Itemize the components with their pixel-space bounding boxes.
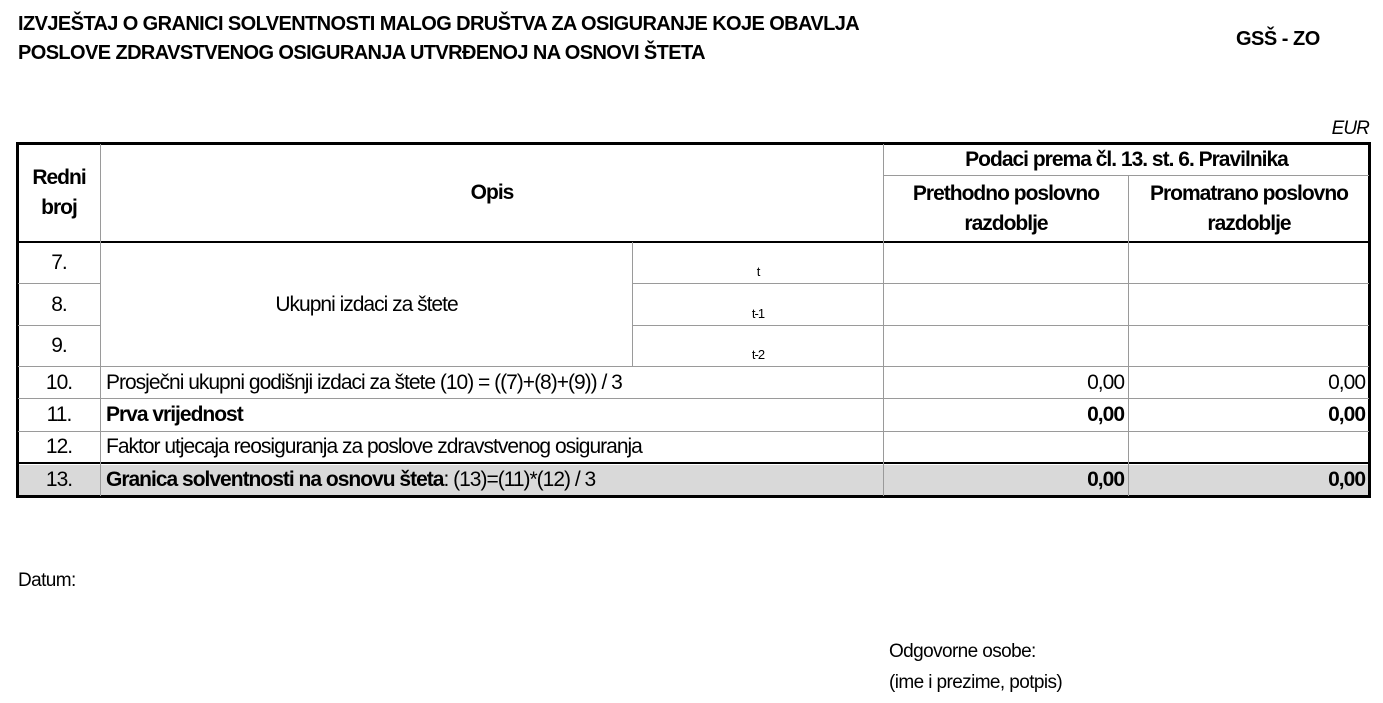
header-opis: Opis [470,180,514,204]
merged-label-ukupni-izdaci: Ukupni izdaci za štete [275,292,458,316]
report-title [18,10,859,68]
row-number: 7. [51,251,67,274]
header-promatrano: Promatrano poslovno razdoblje [1149,181,1349,235]
header-redni-broj: Redni broj [32,165,86,219]
period-label: t-2 [751,347,765,362]
responsible-hint: (ime i prezime, potpis) [889,672,1063,693]
prev-value-cell[interactable] [884,432,1128,462]
prev-value-cell[interactable] [884,326,1128,366]
prev-value-cell[interactable] [884,284,1128,325]
prev-value-cell: 0,00 [1087,467,1124,491]
curr-value-cell: 0,00 [1328,370,1365,394]
row-number: 8. [51,292,67,316]
curr-value-cell[interactable] [1129,432,1369,462]
row-number: 11. [46,403,72,426]
form-code: GSŠ - ZO [1236,28,1320,50]
curr-value-cell[interactable] [1129,326,1369,366]
title-line-1: IZVJEŠTAJ O GRANICI SOLVENTNOSTI MALOG DRUŠTVA ZA OSIGURANJE KOJE OBAVLJA [18,13,860,35]
prev-value-cell: 0,00 [1087,370,1124,394]
curr-value-cell: 0,00 [1328,467,1365,491]
row-number: 12. [45,435,73,458]
prev-value-cell[interactable] [884,243,1128,283]
row-description: Faktor utjecaja reosiguranja za poslove zdravstvenog osiguranja [106,435,642,458]
period-label: t-1 [751,306,765,321]
responsible-label: Odgovorne osobe: [889,641,1036,662]
header-prethodno: Prethodno poslovno razdoblje [912,181,1100,235]
header-group-podaci: Podaci prema čl. 13. st. 6. Pravilnika [965,147,1288,171]
row-number: 13. [45,467,73,491]
prev-value-cell: 0,00 [1087,403,1124,426]
row-number: 10. [45,370,73,394]
row-description: Prosječni ukupni godišnji izdaci za štete (10) = ((7)+(8)+(9)) / 3 [106,370,622,394]
period-label: t [756,264,760,279]
curr-value-cell[interactable] [1129,284,1369,325]
curr-value-cell: 0,00 [1328,403,1365,426]
currency-label: EUR [1331,118,1369,139]
row-description-bold: Granica solventnosti na osnovu šteta [106,467,444,491]
row-number: 9. [51,334,67,357]
row-description [101,464,883,495]
row-description-formula: : (13)=(11)*(12) / 3 [443,467,596,491]
title-line-2: POSLOVE ZDRAVSTVENOG OSIGURANJA UTVRĐENOJ NA OSNOVI ŠTETA [18,42,705,64]
row-description: Prva vrijednost [106,403,243,426]
date-label: Datum: [18,570,76,591]
curr-value-cell[interactable] [1129,243,1369,283]
